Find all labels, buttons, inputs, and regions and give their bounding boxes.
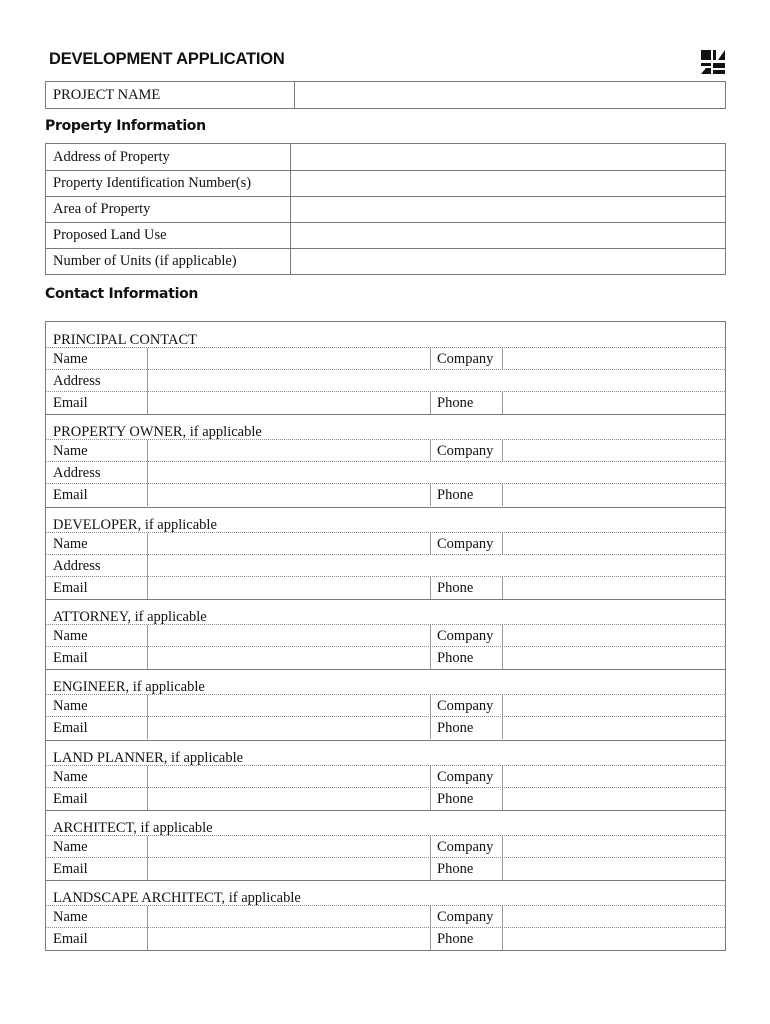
name-input[interactable] bbox=[148, 533, 430, 555]
company-label: Company bbox=[437, 698, 494, 714]
company-input[interactable] bbox=[503, 348, 725, 370]
email-row bbox=[46, 787, 725, 810]
name-input[interactable] bbox=[148, 906, 430, 928]
address-row bbox=[46, 461, 725, 484]
property-owner-block bbox=[46, 414, 725, 508]
email-input[interactable] bbox=[148, 577, 430, 599]
email-label: Email bbox=[53, 650, 88, 666]
address-label: Address bbox=[53, 558, 101, 574]
company-label: Company bbox=[437, 351, 494, 367]
table-row bbox=[46, 223, 726, 249]
property-information-heading: Property Information bbox=[45, 118, 206, 134]
name-row bbox=[46, 905, 725, 928]
project-name-label: PROJECT NAME bbox=[46, 82, 295, 109]
email-row bbox=[46, 391, 725, 414]
email-row bbox=[46, 483, 725, 506]
page-title: DEVELOPMENT APPLICATION bbox=[49, 50, 285, 68]
project-name-input[interactable] bbox=[295, 82, 726, 109]
phone-label: Phone bbox=[437, 395, 474, 411]
engineer-block bbox=[46, 669, 725, 741]
phone-label: Phone bbox=[437, 650, 474, 666]
number-of-units-label: Number of Units (if applicable) bbox=[46, 249, 291, 275]
architect-block bbox=[46, 810, 725, 881]
area-of-property-label: Area of Property bbox=[46, 197, 291, 223]
contact-block-label: ATTORNEY, if applicable bbox=[53, 609, 207, 625]
brand-logo-icon bbox=[700, 49, 726, 75]
name-input[interactable] bbox=[148, 348, 430, 370]
company-label: Company bbox=[437, 628, 494, 644]
company-input[interactable] bbox=[503, 533, 725, 555]
name-label: Name bbox=[53, 698, 88, 714]
attorney-block bbox=[46, 599, 725, 670]
name-input[interactable] bbox=[148, 836, 430, 858]
name-label: Name bbox=[53, 769, 88, 785]
company-input[interactable] bbox=[503, 625, 725, 647]
name-label: Name bbox=[53, 351, 88, 367]
name-label: Name bbox=[53, 909, 88, 925]
property-information-table bbox=[45, 143, 726, 275]
name-label: Name bbox=[53, 628, 88, 644]
company-label: Company bbox=[437, 769, 494, 785]
name-row bbox=[46, 694, 725, 717]
phone-input[interactable] bbox=[503, 392, 725, 414]
address-input[interactable] bbox=[148, 370, 725, 392]
name-row bbox=[46, 347, 725, 370]
name-label: Name bbox=[53, 443, 88, 459]
contact-block-label: ARCHITECT, if applicable bbox=[53, 820, 213, 836]
company-input[interactable] bbox=[503, 766, 725, 788]
email-input[interactable] bbox=[148, 647, 430, 669]
table-row bbox=[46, 249, 726, 275]
email-row bbox=[46, 576, 725, 599]
phone-input[interactable] bbox=[503, 788, 725, 810]
phone-input[interactable] bbox=[503, 717, 725, 739]
contact-information-heading: Contact Information bbox=[45, 286, 199, 302]
property-id-label: Property Identification Number(s) bbox=[46, 171, 291, 197]
email-label: Email bbox=[53, 791, 88, 807]
company-label: Company bbox=[437, 839, 494, 855]
company-input[interactable] bbox=[503, 906, 725, 928]
email-label: Email bbox=[53, 861, 88, 877]
address-row bbox=[46, 554, 725, 577]
contact-block-label: LANDSCAPE ARCHITECT, if applicable bbox=[53, 890, 301, 906]
number-of-units-input[interactable] bbox=[291, 249, 726, 275]
name-input[interactable] bbox=[148, 625, 430, 647]
email-row bbox=[46, 716, 725, 739]
phone-label: Phone bbox=[437, 580, 474, 596]
name-row bbox=[46, 835, 725, 858]
email-row bbox=[46, 927, 725, 950]
address-of-property-label: Address of Property bbox=[46, 144, 291, 171]
name-row bbox=[46, 624, 725, 647]
land-planner-block bbox=[46, 740, 725, 811]
address-of-property-input[interactable] bbox=[291, 144, 726, 171]
phone-label: Phone bbox=[437, 861, 474, 877]
table-row bbox=[46, 197, 726, 223]
phone-input[interactable] bbox=[503, 928, 725, 950]
contact-information-box bbox=[45, 321, 726, 951]
phone-input[interactable] bbox=[503, 858, 725, 880]
project-name-row bbox=[46, 82, 726, 109]
email-label: Email bbox=[53, 931, 88, 947]
name-input[interactable] bbox=[148, 440, 430, 462]
landscape-architect-block bbox=[46, 880, 725, 950]
contact-block-label: DEVELOPER, if applicable bbox=[53, 517, 217, 533]
contact-block-label: PRINCIPAL CONTACT bbox=[53, 332, 197, 348]
project-name-table bbox=[45, 81, 726, 109]
company-label: Company bbox=[437, 443, 494, 459]
email-label: Email bbox=[53, 580, 88, 596]
principal-contact-block bbox=[46, 322, 725, 415]
email-label: Email bbox=[53, 395, 88, 411]
name-label: Name bbox=[53, 839, 88, 855]
table-row bbox=[46, 171, 726, 197]
table-row bbox=[46, 144, 726, 171]
address-input[interactable] bbox=[148, 555, 725, 577]
proposed-land-use-label: Proposed Land Use bbox=[46, 223, 291, 249]
email-input[interactable] bbox=[148, 928, 430, 950]
address-label: Address bbox=[53, 465, 101, 481]
name-row bbox=[46, 765, 725, 788]
developer-block bbox=[46, 507, 725, 600]
email-row bbox=[46, 646, 725, 669]
phone-label: Phone bbox=[437, 791, 474, 807]
name-input[interactable] bbox=[148, 695, 430, 717]
address-label: Address bbox=[53, 373, 101, 389]
phone-label: Phone bbox=[437, 931, 474, 947]
email-input[interactable] bbox=[148, 717, 430, 739]
contact-block-label: LAND PLANNER, if applicable bbox=[53, 750, 244, 766]
name-row bbox=[46, 439, 725, 462]
company-input[interactable] bbox=[503, 836, 725, 858]
email-input[interactable] bbox=[148, 858, 430, 880]
address-row bbox=[46, 369, 725, 392]
phone-label: Phone bbox=[437, 487, 474, 503]
email-row bbox=[46, 857, 725, 880]
phone-label: Phone bbox=[437, 720, 474, 736]
email-input[interactable] bbox=[148, 392, 430, 414]
phone-input[interactable] bbox=[503, 647, 725, 669]
contact-block-label: ENGINEER, if applicable bbox=[53, 679, 205, 695]
name-row bbox=[46, 532, 725, 555]
phone-input[interactable] bbox=[503, 577, 725, 599]
email-label: Email bbox=[53, 720, 88, 736]
contact-block-label: PROPERTY OWNER, if applicable bbox=[53, 424, 262, 440]
company-label: Company bbox=[437, 536, 494, 552]
area-of-property-input[interactable] bbox=[291, 197, 726, 223]
name-input[interactable] bbox=[148, 766, 430, 788]
email-label: Email bbox=[53, 487, 88, 503]
phone-input[interactable] bbox=[503, 484, 725, 506]
property-id-input[interactable] bbox=[291, 171, 726, 197]
email-input[interactable] bbox=[148, 484, 430, 506]
email-input[interactable] bbox=[148, 788, 430, 810]
address-input[interactable] bbox=[148, 462, 725, 484]
company-input[interactable] bbox=[503, 695, 725, 717]
company-label: Company bbox=[437, 909, 494, 925]
proposed-land-use-input[interactable] bbox=[291, 223, 726, 249]
company-input[interactable] bbox=[503, 440, 725, 462]
name-label: Name bbox=[53, 536, 88, 552]
